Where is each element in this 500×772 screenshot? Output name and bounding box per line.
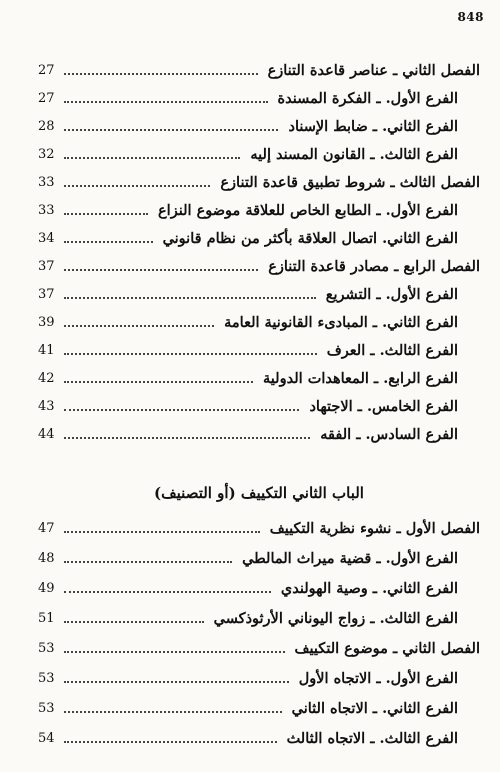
entry-page: 42 (38, 370, 55, 386)
toc-entry-section (38, 196, 480, 224)
dot-leader (64, 241, 153, 243)
dot-leader (64, 185, 210, 187)
dot-leader (64, 129, 278, 131)
dot-leader (64, 437, 310, 439)
entry-title: الفرع الثاني. ـ المبادىء القانونية العامة (224, 313, 458, 331)
dot-leader (64, 681, 289, 683)
dot-leader (64, 591, 271, 593)
toc-entry-section (38, 604, 480, 632)
entry-page: 27 (38, 62, 55, 78)
entry-page: 27 (38, 90, 55, 106)
dot-leader (64, 409, 299, 411)
entry-title: الفصل الرابع ـ مصادر قاعدة التنازع (268, 257, 480, 275)
toc-entry-chapter (38, 56, 480, 84)
toc-entry-section (38, 574, 480, 602)
dot-leader (64, 73, 258, 75)
entry-title: الفرع الخامس. ـ الاجتهاد (309, 397, 458, 415)
entry-page: 34 (38, 230, 55, 246)
entry-title: الفرع الثالث. ـ زواج اليوناني الأرثوذكسي (213, 609, 458, 627)
toc-entry-chapter (38, 514, 480, 542)
entry-title: الفرع الأول. ـ التشريع (325, 285, 458, 303)
toc-entry-section (38, 694, 480, 722)
entry-title: الفرع الثاني. ـ الاتجاه الثاني (291, 699, 458, 717)
dot-leader (64, 561, 232, 563)
toc-entry-chapter (38, 252, 480, 280)
entry-title: الفرع الأول. ـ الطابع الخاص للعلاقة موضوع النزاع (158, 201, 458, 219)
dot-leader (64, 741, 277, 743)
toc-entry-section (38, 544, 480, 572)
toc-entry-section (38, 224, 480, 252)
toc-entry-chapter (38, 634, 480, 662)
dot-leader (64, 621, 204, 623)
entry-title: الفرع الأول. ـ الفكرة المسندة (277, 89, 458, 107)
dot-leader (64, 711, 282, 713)
entry-page: 33 (38, 202, 55, 218)
toc-entry-section (38, 280, 480, 308)
toc-entry-section (38, 84, 480, 112)
dot-leader (64, 353, 317, 355)
dot-leader (64, 297, 316, 299)
page-number: 848 (457, 10, 484, 24)
entry-page: 41 (38, 342, 55, 358)
entry-page: 39 (38, 314, 55, 330)
entry-page: 33 (38, 174, 55, 190)
entry-page: 37 (38, 286, 55, 302)
entry-title: الفرع الثالث. ـ القانون المسند إليه (250, 145, 458, 163)
entry-page: 51 (38, 610, 55, 626)
entry-title: الفرع الثالث. ـ الاتجاه الثالث (286, 729, 458, 747)
entry-title: الفرع الثالث. ـ العرف (326, 341, 458, 359)
toc-entry-chapter (38, 168, 480, 196)
entry-page: 44 (38, 426, 55, 442)
entry-title: الفرع الرابع. ـ المعاهدات الدولية (263, 369, 458, 387)
dot-leader (64, 531, 260, 533)
entry-title: الفرع الأول. ـ الاتجاه الأول (298, 669, 458, 687)
toc-entry-section (38, 112, 480, 140)
entry-title: الفرع الأول. ـ قضية ميراث المالطي (242, 549, 458, 567)
entry-page: 53 (38, 700, 55, 716)
entry-page: 28 (38, 118, 55, 134)
entry-page: 53 (38, 640, 55, 656)
entry-page: 48 (38, 550, 55, 566)
entry-title: الفصل الأول ـ نشوء نظرية التكييف (269, 519, 480, 537)
entry-title: الفرع الثاني. اتصال العلاقة بأكثر من نظام قانوني (162, 229, 458, 247)
dot-leader (64, 157, 240, 159)
dot-leader (64, 101, 268, 103)
toc-entry-section (38, 664, 480, 692)
toc-entry-section (38, 308, 480, 336)
entry-page: 54 (38, 730, 55, 746)
toc-entry-section (38, 336, 480, 364)
entry-page: 49 (38, 580, 55, 596)
part-heading: الباب الثاني التكييف (أو التصنيف) (154, 484, 364, 502)
entry-title: الفصل الثالث ـ شروط تطبيق قاعدة التنازع (220, 173, 480, 191)
toc-entry-section (38, 392, 480, 420)
dot-leader (64, 651, 285, 653)
entry-title: الفرع الثاني. ـ وصية الهولندي (280, 579, 458, 597)
dot-leader (64, 381, 253, 383)
entry-title: الفصل الثاني ـ موضوع التكييف (294, 639, 480, 657)
toc-entry-section (38, 140, 480, 168)
toc-entry-section (38, 724, 480, 752)
entry-title: الفصل الثاني ـ عناصر قاعدة التنازع (267, 61, 480, 79)
entry-title: الفرع السادس. ـ الفقه (320, 425, 458, 443)
entry-page: 32 (38, 146, 55, 162)
toc-entry-section (38, 364, 480, 392)
dot-leader (64, 213, 148, 215)
entry-title: الفرع الثاني. ـ ضابط الإسناد (288, 117, 458, 135)
dot-leader (64, 269, 258, 271)
entry-page: 37 (38, 258, 55, 274)
dot-leader (64, 325, 214, 327)
entry-page: 53 (38, 670, 55, 686)
toc-entry-section (38, 420, 480, 448)
entry-page: 47 (38, 520, 55, 536)
entry-page: 43 (38, 398, 55, 414)
